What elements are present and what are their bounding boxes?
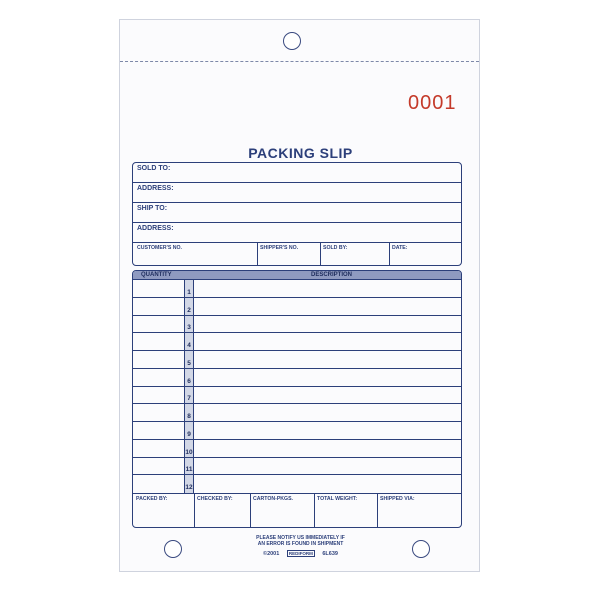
line-number: 10: [185, 448, 193, 456]
form-metadata: [120, 551, 481, 557]
items-table: [132, 270, 462, 528]
item-row[interactable]: [133, 298, 461, 316]
address-label-2: ADDRESS:: [137, 225, 174, 232]
line-number: 3: [187, 324, 191, 332]
divider: [194, 494, 195, 528]
line-number: 7: [187, 395, 191, 403]
address-field-1[interactable]: [133, 183, 461, 203]
perforation-line: [120, 61, 479, 62]
divider: [257, 243, 258, 266]
ship-to-field[interactable]: [133, 203, 461, 223]
divider: [377, 494, 378, 528]
item-row[interactable]: [133, 351, 461, 369]
customer-no-label: CUSTOMER'S NO.: [137, 245, 182, 251]
divider: [320, 243, 321, 266]
packing-slip-form: [119, 19, 480, 572]
checked-by-label: CHECKED BY:: [197, 496, 233, 502]
line-number: 11: [185, 466, 193, 474]
item-row[interactable]: [133, 369, 461, 387]
items-table-header: [133, 271, 461, 280]
line-number: 9: [187, 430, 191, 438]
shipped-via-label: SHIPPED VIA:: [380, 496, 415, 502]
reference-row: [133, 243, 461, 266]
line-number: 1: [187, 288, 191, 296]
item-row[interactable]: [133, 333, 461, 351]
item-row[interactable]: [133, 475, 461, 493]
quantity-header: QUANTITY: [141, 272, 172, 278]
total-weight-label: TOTAL WEIGHT:: [317, 496, 358, 502]
address-block: [132, 162, 462, 266]
item-row[interactable]: [133, 458, 461, 476]
signoff-row: [133, 493, 461, 528]
divider: [314, 494, 315, 528]
item-row[interactable]: [133, 404, 461, 422]
line-number: 12: [185, 484, 193, 491]
line-number: 5: [187, 359, 191, 367]
error-notice: [120, 535, 481, 547]
ship-to-label: SHIP TO:: [137, 205, 168, 212]
line-number: 2: [187, 306, 191, 314]
item-row[interactable]: [133, 422, 461, 440]
item-row[interactable]: [133, 387, 461, 405]
product-code: 6L639: [322, 551, 338, 557]
sold-to-label: SOLD TO:: [137, 165, 171, 172]
line-number: 4: [187, 342, 191, 349]
address-label-1: ADDRESS:: [137, 185, 174, 192]
shipper-no-label: SHIPPER'S NO.: [260, 245, 299, 251]
date-label: DATE:: [392, 245, 408, 251]
line-number: 8: [187, 413, 191, 420]
copyright-text: ©2001: [263, 551, 280, 557]
notice-line-2: AN ERROR IS FOUND IN SHIPMENT: [257, 541, 344, 547]
serial-number: 0001: [408, 92, 457, 114]
item-row[interactable]: [133, 280, 461, 298]
sold-to-field[interactable]: [133, 163, 461, 183]
address-field-2[interactable]: [133, 223, 461, 243]
notice-line-1: PLEASE NOTIFY US IMMEDIATELY IF: [256, 535, 345, 541]
divider: [389, 243, 390, 266]
packed-by-label: PACKED BY:: [136, 496, 168, 502]
item-row[interactable]: [133, 316, 461, 334]
carton-pkgs-label: CARTON-PKGS.: [253, 496, 293, 502]
item-row[interactable]: [133, 440, 461, 458]
description-header: DESCRIPTION: [311, 272, 353, 278]
sold-by-label: SOLD BY:: [323, 245, 348, 251]
divider: [250, 494, 251, 528]
brand-logo: REDIFORM: [288, 551, 313, 556]
line-number: 6: [187, 377, 191, 385]
top-punch-hole: [283, 32, 301, 50]
form-title: PACKING SLIP: [248, 145, 353, 161]
